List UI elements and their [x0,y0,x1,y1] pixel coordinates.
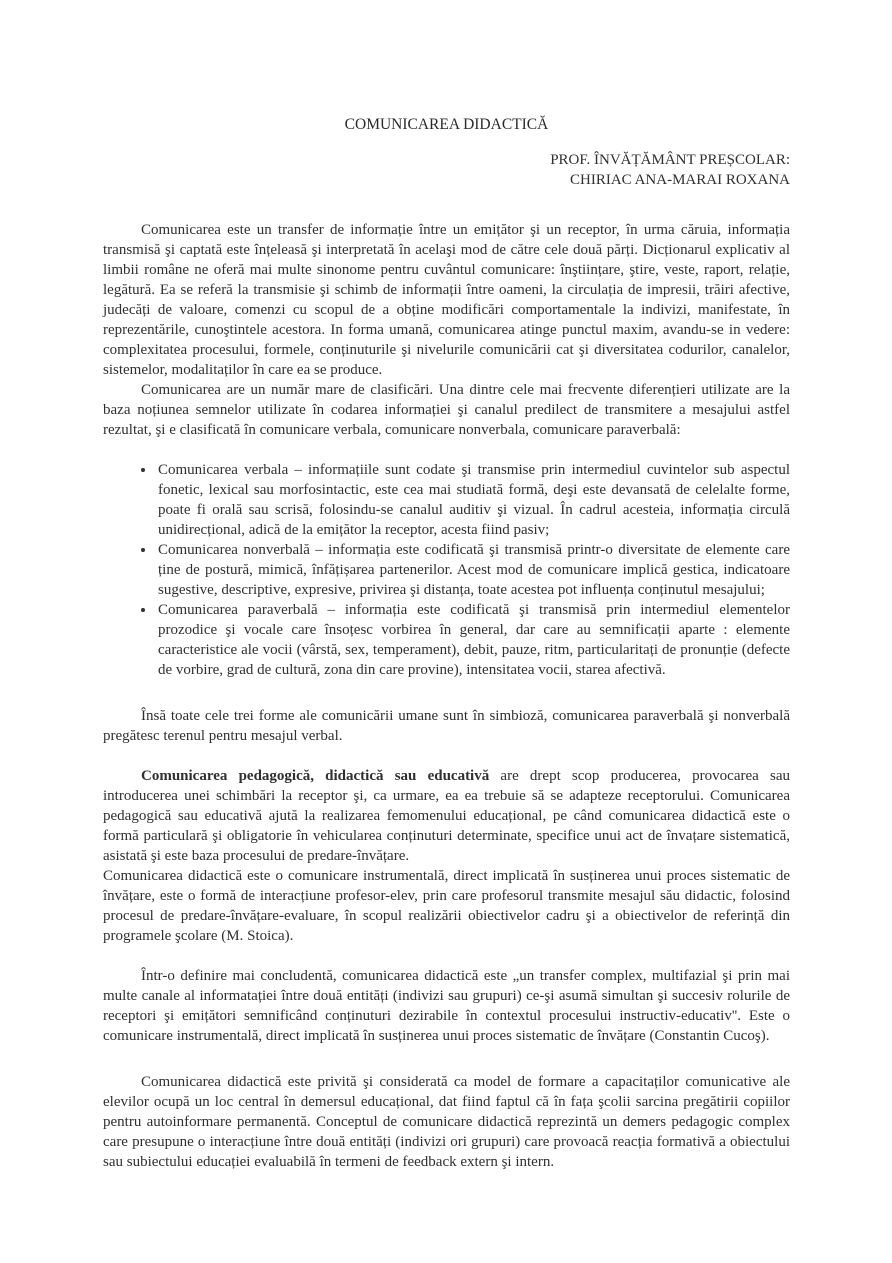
paragraph-formation-model: Comunicarea didactică este privită şi considerată ca model de formare a capacitaților comunicative ale elevilor ocupă un loc central în demersul educațional, dat fiind faptul că în fața şcolii sarcina pregătirii copiilor pentru autoinformare permanentă. Conceptul de comunicare didactică reprezintă un demers pedagogic complex care presupune o interacțiune între două entități (indivizi ori grupuri) care provoacă reacția formativă a obiectului sau subiectului educației evaluabilă în termeni de feedback extern şi intern. [103,1074,790,1170]
author-block [103,150,790,190]
paragraph-instrumental-communication: Comunicarea didactică este o comunicare instrumentală, direct implicată în susținerea unui proces sistematic de învățare, este o formă de interacțiune profesor-elev, prin care profesorul transmite mesajul său didactic, folosind procesul de predare-învățare-evaluare, în scopul realizării obiectivelor cadru şi a obiectivelor de referință din programele şcolare (M. Stoica). [103,868,790,944]
author-line-role: PROF. ÎNVĂȚĂMÂNT PREȘCOLAR: [550,152,790,168]
list-item-verbal: • Comunicarea verbala – informațiile sunt codate şi transmise prin intermediul cuvintelor sub aspectul fonetic, lexical sau morfosintactic, este cea mai studiată formă, deşi este devansată de celelalte forme, poate fi orală sau scrisă, folosindu-se canalul auditiv şi vizual. În cadrul acesteia, informația circulă unidirecțional, adică de la emițător la receptor, acesta fiind pasiv; [156,460,790,540]
paragraph-pedagogical-communication [103,766,790,866]
communication-types-list [103,460,790,680]
page-title: COMUNICAREA DIDACTICĂ [344,116,549,133]
bold-lead-text: Comunicarea pedagogică, didactică sau educativă [141,768,490,784]
paragraph-communication-definition: Comunicarea este un transfer de informație între un emițător şi un receptor, în urma căruia, informația transmisă şi captată este înțeleasă şi interpretată în acelaşi mod de către cele două părți. Dicționarul explicativ al limbii române ne oferă mai multe sinonome pentru cuvântul comunicare: înştiințare, ştire, veste, raport, relație, legătură. Ea se referă la transmisie şi schimb de informații între oameni, la circulația de impresii, trăiri afective, judecăți de valoare, comenzi cu scopul de a obține modificări comportamentale la indivizi, manifestate, în reprezentările, cunoştintele acestora. In forma umană, comunicarea atinge punctul maxim, avandu-se in vedere: complexitatea procesului, formele, conținuturile şi nivelurile comunicării cat şi diversitatea codurilor, canalelor, sistemelor, modalitaților în care ea se produce. [103,222,790,378]
paragraph-pedagogical-rest: are drept scop producerea, provocarea sau introducerea unei schimbări la receptor şi, ca urmare, ea ea trebuie să se adapteze receptorului. Comunicarea pedagogică sau educativă ajută la realizarea femomenului educațional, pe când comunicarea didactică este o formă particulară şi obligatorie în vehicularea conținuturi determinate, specifice unui act de învațare sistematică, asistată şi este baza procesului de predare-învățare. [103,768,790,864]
paragraph-cucos-definition: Într-o definire mai concludentă, comunicarea didactică este „un transfer complex, multifazial şi prin mai multe canale al informatației între două entități (indivizi sau grupuri) ce-şi asumă simultan şi succesiv rolurile de receptori şi emițători semnificând conținuturi dezirabile în contextul procesului instructiv-educativ''. Este o comunicare instrumentală, direct implicată în susținerea unui proces sistematic de învățare (Constantin Cucoş). [103,968,790,1044]
list-item-paraverbal: • Comunicarea paraverbală – informația este codificată şi transmisă prin intermediul elementelor prozodice şi vocale care însoțesc vorbirea în general, dar care au semnificații aparte : elemente caracteristice ale vocii (vârstă, sex, temperament), debit, pauze, ritm, particularitați de pronunție (defecte de vorbire, grad de cultură, zona din care provine), intensitatea vocii, starea afectivă. [156,600,790,680]
author-line-name: CHIRIAC ANA-MARAI ROXANA [569,172,790,188]
paragraph-classification-intro: Comunicarea are un număr mare de clasificări. Una dintre cele mai frecvente diferențieri utilizate are la baza noțiunea semnelor utilizate în codarea informației şi canalul predilect de transmitere a mesajului astfel rezultat, şi e clasificată în comunicare verbala, comunicare nonverbala, comunicare paraverbală: [103,382,790,438]
paragraph-symbiosis: Însă toate cele trei forme ale comunicării umane sunt în simbioză, comunicarea paraverbală şi nonverbală pregătesc terenul pentru mesajul verbal. [103,708,790,744]
list-item-nonverbal: • Comunicarea nonverbală – informația este codificată şi transmisă printr-o diversitate de elemente care ține de postură, mimică, înfățișarea partenerilor. Acest mod de comunicare implică gestica, indicatoare sugestive, descriptive, expresive, privirea şi distanța, toate acestea pot influența conținutul mesajului; [156,540,790,600]
